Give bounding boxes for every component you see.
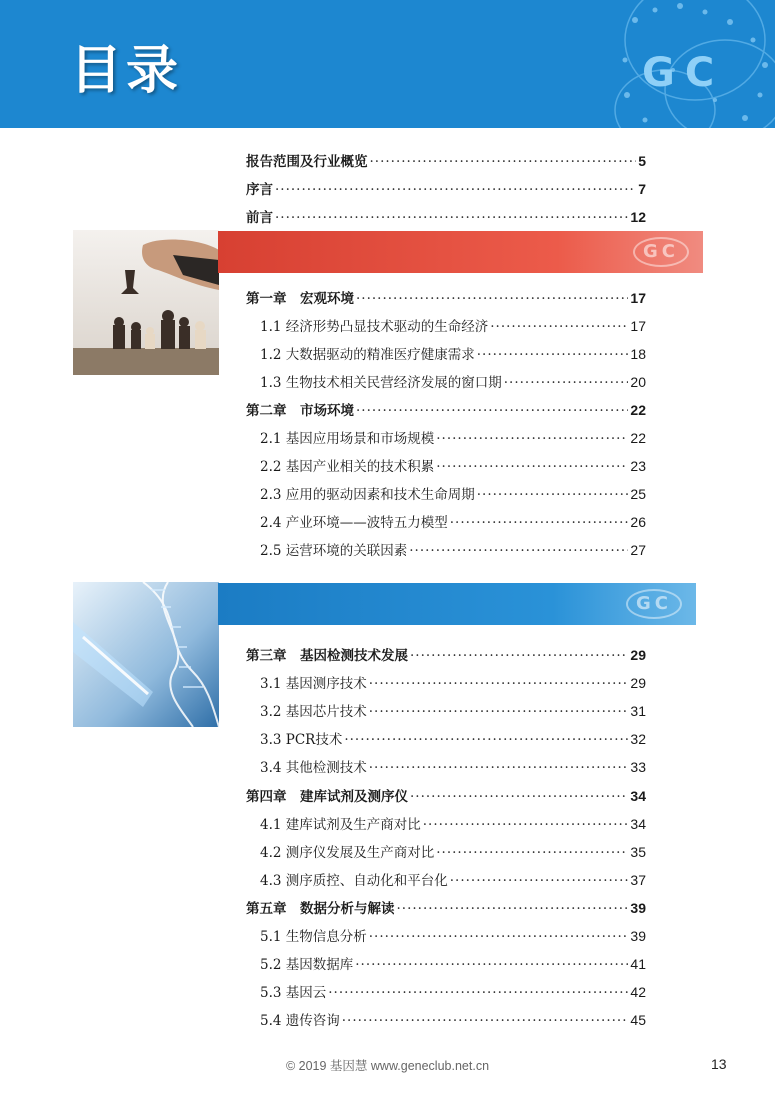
leader-dots [397, 901, 629, 917]
toc-entry-label: 报告范围及行业概览 [246, 154, 368, 170]
toc-section-label: 1.1 经济形势凸显技术驱动的生命经济 [260, 319, 489, 335]
toc-section-label: 1.3 生物技术相关民营经济发展的窗口期 [260, 375, 502, 391]
toc-section[interactable] [260, 869, 646, 889]
toc-section-label: 2.3 应用的驱动因素和技术生命周期 [260, 487, 475, 503]
toc-entry-label: 前言 [246, 210, 273, 226]
toc-section-label: 3.1 基因测序技术 [260, 676, 367, 692]
toc-section[interactable] [260, 813, 646, 833]
leader-dots [369, 929, 629, 945]
toc-section-page: 37 [630, 872, 646, 888]
toc-section-page: 18 [630, 346, 646, 362]
toc-section-label: 3.2 基因芯片技术 [260, 704, 367, 720]
toc-section[interactable] [260, 315, 646, 335]
leader-dots [423, 817, 629, 833]
leader-dots [436, 459, 628, 475]
page-header [0, 0, 775, 128]
toc-section[interactable] [260, 756, 646, 776]
toc-section-page: 22 [630, 430, 646, 446]
leader-dots [504, 375, 629, 391]
toc-section-page: 17 [630, 318, 646, 334]
toc-chapter-page: 17 [630, 290, 646, 306]
toc-section-label: 5.2 基因数据库 [260, 957, 354, 973]
toc-section-page: 41 [630, 956, 646, 972]
leader-dots [477, 487, 629, 503]
leader-dots [450, 873, 629, 889]
leader-dots [275, 182, 636, 198]
leader-dots [369, 760, 629, 776]
toc-section-page: 31 [630, 703, 646, 719]
toc-section-page: 45 [630, 1012, 646, 1028]
leader-dots [370, 154, 637, 170]
leader-dots [328, 985, 628, 1001]
toc-section-label: 4.3 测序质控、自动化和平台化 [260, 873, 448, 889]
page-number: 13 [711, 1056, 727, 1072]
toc-section[interactable] [260, 672, 646, 692]
leader-dots [410, 789, 628, 805]
toc-entry[interactable] [246, 150, 646, 170]
toc-section-label: 5.3 基因云 [260, 985, 327, 1001]
gc-logo: GC [626, 589, 682, 619]
leader-dots [369, 704, 629, 720]
toc-chapter-page: 39 [630, 900, 646, 916]
toc-entry-page: 7 [638, 181, 646, 197]
leader-dots [369, 676, 629, 692]
leader-dots [356, 291, 628, 307]
toc-section[interactable] [260, 953, 646, 973]
toc-section-label: 1.2 大数据驱动的精准医疗健康需求 [260, 347, 475, 363]
chess-pieces-photo [73, 230, 219, 375]
toc-entry-label: 序言 [246, 182, 273, 198]
toc-section[interactable] [260, 1009, 646, 1029]
toc-section-page: 25 [630, 486, 646, 502]
leader-dots [436, 431, 628, 447]
toc-section[interactable] [260, 841, 646, 861]
toc-section[interactable] [260, 700, 646, 720]
toc-section-page: 35 [630, 844, 646, 860]
page-title: 目录 [70, 41, 183, 101]
leader-dots [356, 403, 628, 419]
toc-entry[interactable] [246, 178, 646, 198]
leader-dots [410, 648, 628, 664]
toc-section-label: 2.1 基因应用场景和市场规模 [260, 431, 435, 447]
toc-section-page: 39 [630, 928, 646, 944]
toc-section-page: 23 [630, 458, 646, 474]
toc-entry-page: 5 [638, 153, 646, 169]
gc-logo: GC [633, 237, 689, 267]
toc-section-label: 3.4 其他检测技术 [260, 760, 367, 776]
toc-section[interactable] [260, 728, 646, 748]
toc-chapter[interactable] [246, 785, 646, 805]
toc-chapter[interactable] [246, 399, 646, 419]
toc-chapter-label: 第二章 市场环境 [246, 403, 354, 419]
toc-chapter-page: 29 [630, 647, 646, 663]
dna-helix-lab-photo [73, 582, 219, 727]
leader-dots [409, 543, 628, 559]
toc-section-label: 5.1 生物信息分析 [260, 929, 367, 945]
toc-section-label: 2.2 基因产业相关的技术积累 [260, 459, 435, 475]
part-2-banner[interactable] [218, 583, 696, 625]
toc-section-label: 4.1 建库试剂及生产商对比 [260, 817, 421, 833]
toc-section-page: 34 [630, 816, 646, 832]
toc-chapter-page: 22 [630, 402, 646, 418]
leader-dots [436, 845, 628, 861]
leader-dots [275, 210, 628, 226]
toc-section-page: 20 [630, 374, 646, 390]
toc-section-page: 26 [630, 514, 646, 530]
toc-section-page: 27 [630, 542, 646, 558]
toc-section-label: 2.4 产业环境——波特五力模型 [260, 515, 448, 531]
toc-section[interactable] [260, 981, 646, 1001]
toc-section-page: 33 [630, 759, 646, 775]
leader-dots [355, 957, 628, 973]
toc-entry-page: 12 [630, 209, 646, 225]
toc-chapter-label: 第五章 数据分析与解读 [246, 901, 395, 917]
toc-section-page: 29 [630, 675, 646, 691]
toc-chapter-label: 第四章 建库试剂及测序仪 [246, 789, 408, 805]
leader-dots [344, 732, 628, 748]
toc-section-label: 5.4 遗传咨询 [260, 1013, 340, 1029]
toc-section[interactable] [260, 539, 646, 559]
toc-section-label: 4.2 测序仪发展及生产商对比 [260, 845, 435, 861]
leader-dots [477, 347, 629, 363]
part-1-banner[interactable] [218, 231, 703, 273]
toc-chapter[interactable] [246, 897, 646, 917]
toc-section-label: 3.3 PCR技术 [260, 732, 343, 748]
toc-section[interactable] [260, 343, 646, 363]
toc-section[interactable] [260, 371, 646, 391]
leader-dots [490, 319, 628, 335]
page-footer [0, 1056, 775, 1076]
leader-dots [342, 1013, 629, 1029]
toc-section-page: 32 [630, 731, 646, 747]
toc-section-page: 42 [630, 984, 646, 1000]
toc-entry[interactable] [246, 206, 646, 226]
toc-chapter-label: 第三章 基因检测技术发展 [246, 648, 408, 664]
toc-chapter-page: 34 [630, 788, 646, 804]
toc-chapter-label: 第一章 宏观环境 [246, 291, 354, 307]
leader-dots [450, 515, 629, 531]
copyright-text: © 2019 基因慧 www.geneclub.net.cn [285, 1059, 490, 1073]
toc-section-label: 2.5 运营环境的关联因素 [260, 543, 408, 559]
toc-section[interactable] [260, 455, 646, 475]
toc-section[interactable] [260, 427, 646, 447]
toc-section[interactable] [260, 925, 646, 945]
toc-chapter[interactable] [246, 287, 646, 307]
gc-logo: GC [642, 50, 725, 96]
toc-chapter[interactable] [246, 644, 646, 664]
toc-section[interactable] [260, 511, 646, 531]
toc-section[interactable] [260, 483, 646, 503]
